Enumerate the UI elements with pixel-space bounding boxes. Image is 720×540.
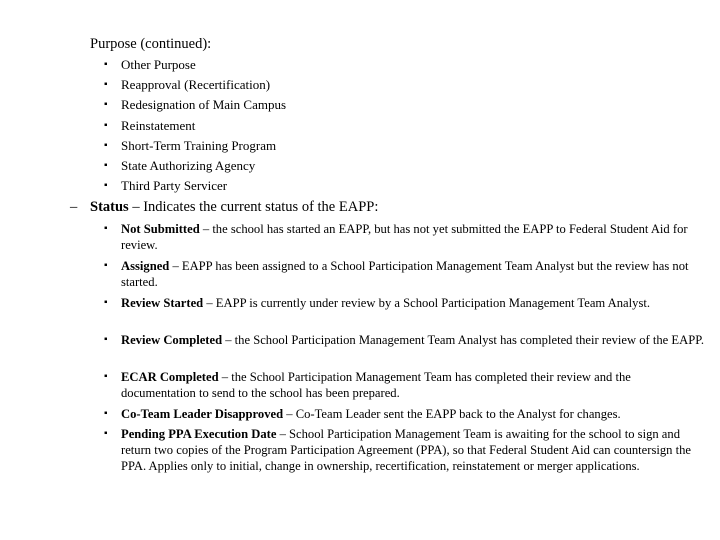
status-term: ECAR Completed — [121, 370, 219, 384]
bullet-icon: ▪ — [104, 99, 108, 111]
status-term: Review Completed — [121, 333, 223, 347]
status-definition: – EAPP is currently under review by a School Participation Management Team Analyst. — [203, 296, 650, 310]
bullet-icon: ▪ — [104, 260, 108, 271]
status-list-item — [104, 221, 704, 253]
bullet-icon: ▪ — [104, 223, 108, 234]
bullet-icon: ▪ — [104, 59, 108, 70]
status-dash: – — [70, 199, 78, 215]
purpose-item-text: Redesignation of Main Campus — [121, 97, 287, 113]
status-definition: – School Participation Management Team is awaiting for the school to sign and return two copies of the Program Participation Agreement (PPA), so that Federal Student Aid can countersign the PPA. Applies only to initial, change in ownership, recertification, reinstatement or merger applications. — [121, 427, 691, 473]
bullet-icon: ▪ — [104, 180, 108, 192]
bullet-icon: ▪ — [104, 139, 108, 151]
status-description: – Indicates the current status of the EAPP: — [128, 199, 379, 215]
bullet-icon: ▪ — [104, 371, 108, 382]
status-definition: – the school has started an EAPP, but has not yet submitted the EAPP to Federal Student Aid for review. — [121, 222, 688, 252]
status-term: Co-Team Leader Disapproved — [121, 407, 284, 421]
bullet-icon: ▪ — [104, 428, 108, 439]
status-list-item — [104, 369, 704, 401]
purpose-item-text: State Authorizing Agency — [121, 158, 256, 173]
purpose-item-text: Reinstatement — [121, 117, 196, 133]
status-definition: – Co-Team Leader sent the EAPP back to the Analyst for changes. — [283, 407, 621, 421]
purpose-item-text: Short-Term Training Program — [121, 137, 277, 153]
purpose-item-text: Third Party Servicer — [121, 178, 228, 194]
bullet-icon: ▪ — [104, 334, 108, 345]
bullet-icon: ▪ — [104, 160, 108, 171]
bullet-icon: ▪ — [104, 79, 108, 91]
status-list-item — [104, 258, 704, 290]
purpose-heading: Purpose (continued): — [90, 36, 212, 52]
status-definition: – the School Participation Management Team Analyst has completed their review of the EAPP. — [222, 333, 704, 347]
status-heading — [90, 199, 378, 216]
status-definition: – EAPP has been assigned to a School Participation Management Team Analyst but the review has not started. — [121, 259, 689, 289]
status-label: Status — [90, 199, 129, 215]
status-list-item — [104, 332, 704, 348]
bullet-icon: ▪ — [104, 119, 108, 131]
status-list-item — [104, 406, 704, 422]
bullet-icon: ▪ — [104, 297, 108, 308]
status-term: Pending PPA Execution Date — [121, 427, 277, 441]
bullet-icon: ▪ — [104, 408, 108, 419]
purpose-item-text: Other Purpose — [121, 57, 196, 72]
status-list-item — [104, 426, 704, 474]
status-term: Review Started — [121, 296, 204, 310]
status-list-item — [104, 295, 704, 311]
purpose-item-text: Reapproval (Recertification) — [121, 77, 271, 93]
status-definition: – the School Participation Management Team has completed their review and the documentation to send to the school has been prepared. — [121, 370, 631, 400]
status-term: Assigned — [121, 259, 170, 273]
status-term: Not Submitted — [121, 222, 200, 236]
